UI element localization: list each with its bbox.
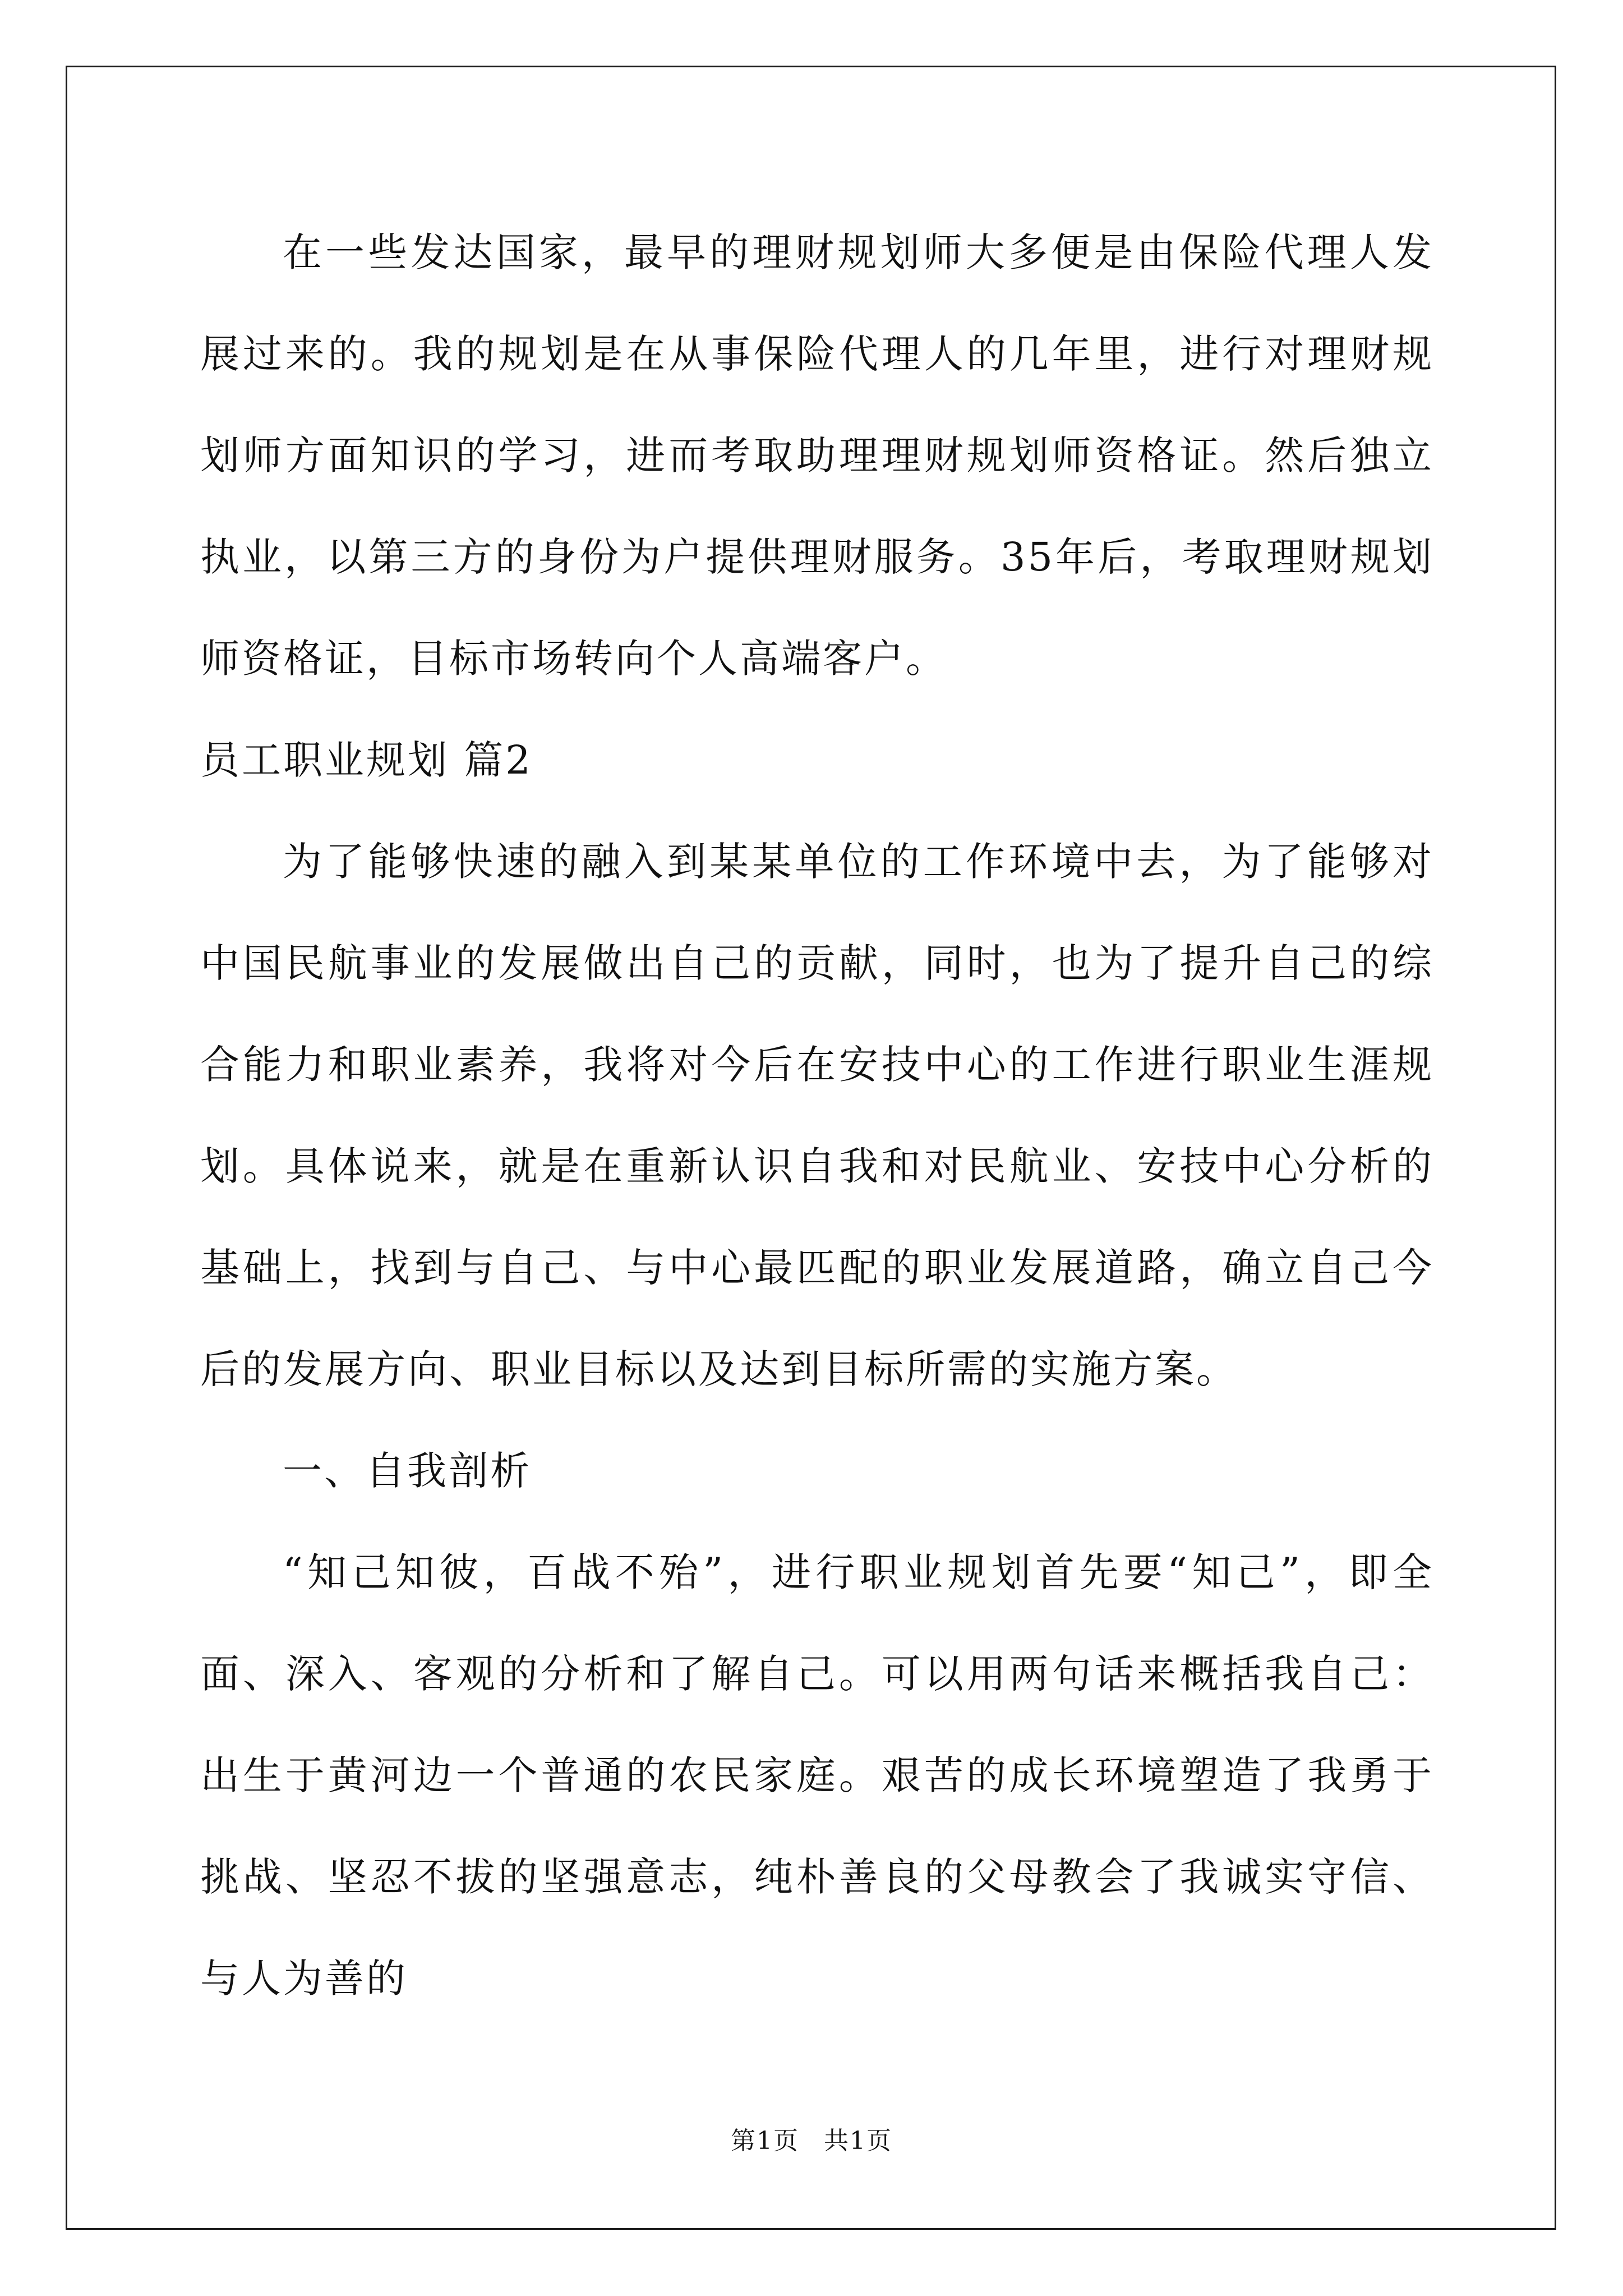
section-heading: 员工职业规划 篇2: [200, 737, 533, 783]
paragraph-insurance-planner: 在一些发达国家，最早的理财规划师大多便是由保险代理人发展过来的。我的规划是在从事保险代理人的几年里，进行对理财规划师方面知识的学习，进而考取助理理财规划师资格证。然后独立执业，以第三方的身份为户提供理财服务。35年后，考取理财规划师资格证，目标市场转向个人高端客户。: [200, 229, 1434, 682]
subheading-self-analysis: 一、自我剖析: [283, 1448, 532, 1494]
document-body: [200, 202, 1434, 2030]
page-footer: [0, 2120, 1623, 2156]
page-number: 第1页: [731, 2127, 799, 2155]
page-total: 共1页: [824, 2127, 892, 2155]
paragraph-career-plan-intro: 为了能够快速的融入到某某单位的工作环境中去，为了能够对中国民航事业的发展做出自己的贡献，同时，也为了提升自己的综合能力和职业素养，我将对今后在安技中心的工作进行职业生涯规划。具体说来，就是在重新认识自我和对民航业、安技中心分析的基础上，找到与自己、与中心最匹配的职业发展道路，确立自己今后的发展方向、职业目标以及达到目标所需的实施方案。: [200, 839, 1434, 1392]
paragraph-know-yourself: “知己知彼，百战不殆”，进行职业规划首先要“知己”，即全面、深入、客观的分析和了解自己。可以用两句话来概括我自己：出生于黄河边一个普通的农民家庭。艰苦的成长环境塑造了我勇于挑战、坚忍不拔的坚强意志，纯朴善良的父母教会了我诚实守信、与人为善的: [200, 1549, 1434, 2001]
